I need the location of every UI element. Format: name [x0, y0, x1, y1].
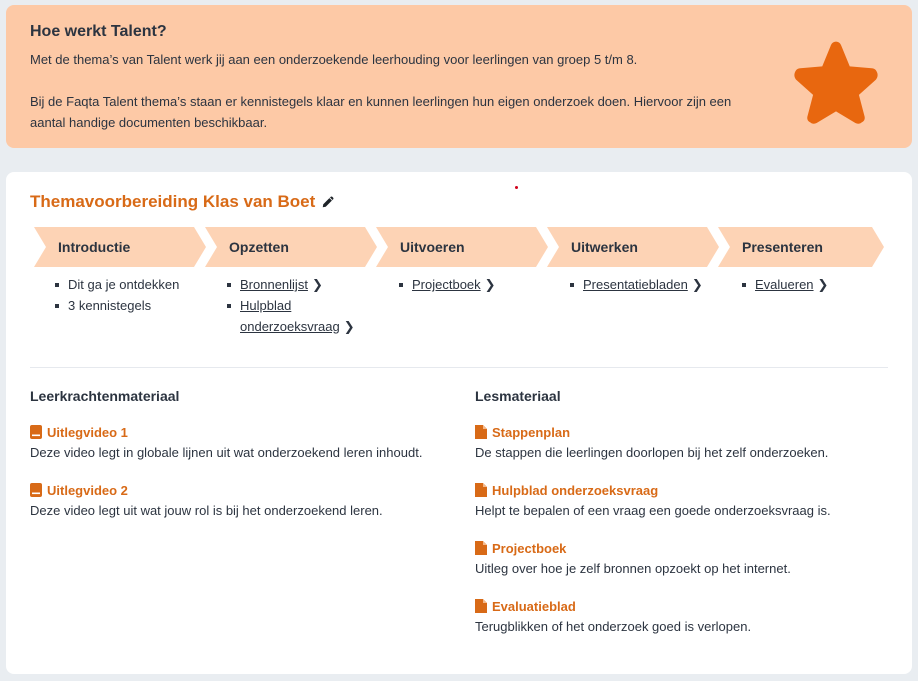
step-list-presenteren — [739, 274, 828, 295]
uitlegvideo-2-link[interactable]: Uitlegvideo 2 — [30, 481, 450, 499]
hulpblad-onderzoeksvraag-material-link[interactable]: Hulpblad onderzoeksvraag — [475, 481, 895, 499]
step-label: Opzetten — [229, 239, 289, 255]
book-icon — [30, 425, 42, 439]
chevron-right-icon[interactable]: ❯ — [691, 277, 703, 292]
step-label: Uitwerken — [571, 239, 638, 255]
teacher-materials — [30, 388, 450, 539]
book-icon — [30, 483, 42, 497]
lesson-materials-title: Lesmateriaal — [475, 388, 561, 404]
material-description: Helpt te bepalen of een vraag een goede onderzoeksvraag is. — [475, 503, 831, 518]
lesson-materials — [475, 388, 895, 655]
chevron-right-icon[interactable]: ❯ — [311, 277, 323, 292]
evaluatieblad-link[interactable]: Evaluatieblad — [475, 597, 895, 615]
list-item — [396, 274, 496, 295]
projectboek-material-link[interactable]: Projectboek — [475, 539, 895, 557]
step-label: Uitvoeren — [400, 239, 465, 255]
material-item — [30, 423, 450, 462]
info-line-2: Bij de Faqta Talent thema’s staan er kennistegels klaar en kunnen leerlingen hun eigen onderzoek doen. Hiervoor zijn een aantal handige documenten beschikbaar. — [30, 94, 732, 130]
teacher-materials-title: Leerkrachtenmateriaal — [30, 388, 180, 404]
material-description: Terugblikken of het onderzoek goed is verlopen. — [475, 619, 752, 634]
chevron-right-icon[interactable]: ❯ — [817, 277, 829, 292]
stappenplan-link[interactable]: Stappenplan — [475, 423, 895, 441]
material-description: Deze video legt uit wat jouw rol is bij het onderzoekend leren. — [30, 503, 383, 518]
list-item — [224, 274, 374, 295]
list-item: Dit ga je ontdekken — [52, 274, 179, 295]
material-description: Uitleg over hoe je zelf bronnen opzoekt op het internet. — [475, 561, 791, 576]
material-item — [475, 539, 895, 578]
step-list-opzetten — [224, 274, 374, 337]
uitlegvideo-1-link[interactable]: Uitlegvideo 1 — [30, 423, 450, 441]
document-icon — [475, 599, 487, 613]
chevron-right-icon[interactable]: ❯ — [343, 319, 355, 334]
indicator-dot — [515, 186, 518, 189]
pencil-edit-icon[interactable] — [321, 195, 335, 209]
hulpblad-onderzoeksvraag-link[interactable]: Hulpblad onderzoeksvraag — [240, 298, 340, 334]
info-panel — [6, 5, 912, 148]
card-title — [30, 192, 335, 212]
info-text — [30, 49, 760, 133]
material-item — [475, 597, 895, 636]
list-item — [224, 295, 374, 337]
material-description: Deze video legt in globale lijnen uit wat onderzoekend leren inhoudt. — [30, 445, 423, 460]
presentatiebladen-link[interactable]: Presentatiebladen — [583, 277, 688, 292]
step-list-uitwerken — [567, 274, 703, 295]
material-item — [475, 481, 895, 520]
info-title: Hoe werkt Talent? — [30, 23, 167, 40]
document-icon — [475, 425, 487, 439]
theme-preparation-card — [6, 172, 912, 674]
step-progress — [34, 227, 884, 267]
info-line-1: Met de thema’s van Talent werk jij aan een onderzoekende leerhouding voor leerlingen van groep 5 t/m 8. — [30, 52, 638, 67]
material-item — [475, 423, 895, 462]
document-icon — [475, 541, 487, 555]
bronnenlijst-link[interactable]: Bronnenlijst — [240, 277, 308, 292]
step-list-introductie — [52, 274, 179, 316]
evalueren-link[interactable]: Evalueren — [755, 277, 814, 292]
list-item: 3 kennistegels — [52, 295, 179, 316]
step-list-uitvoeren — [396, 274, 496, 295]
material-description: De stappen die leerlingen doorlopen bij het zelf onderzoeken. — [475, 445, 829, 460]
step-label: Presenteren — [742, 239, 823, 255]
projectboek-link[interactable]: Projectboek — [412, 277, 481, 292]
material-item — [30, 481, 450, 520]
card-title-text: Themavoorbereiding Klas van Boet — [30, 192, 316, 211]
list-item — [567, 274, 703, 295]
step-label: Introductie — [58, 239, 131, 255]
star-icon — [790, 38, 882, 126]
list-item — [739, 274, 828, 295]
document-icon — [475, 483, 487, 497]
divider — [30, 367, 888, 368]
chevron-right-icon[interactable]: ❯ — [484, 277, 496, 292]
